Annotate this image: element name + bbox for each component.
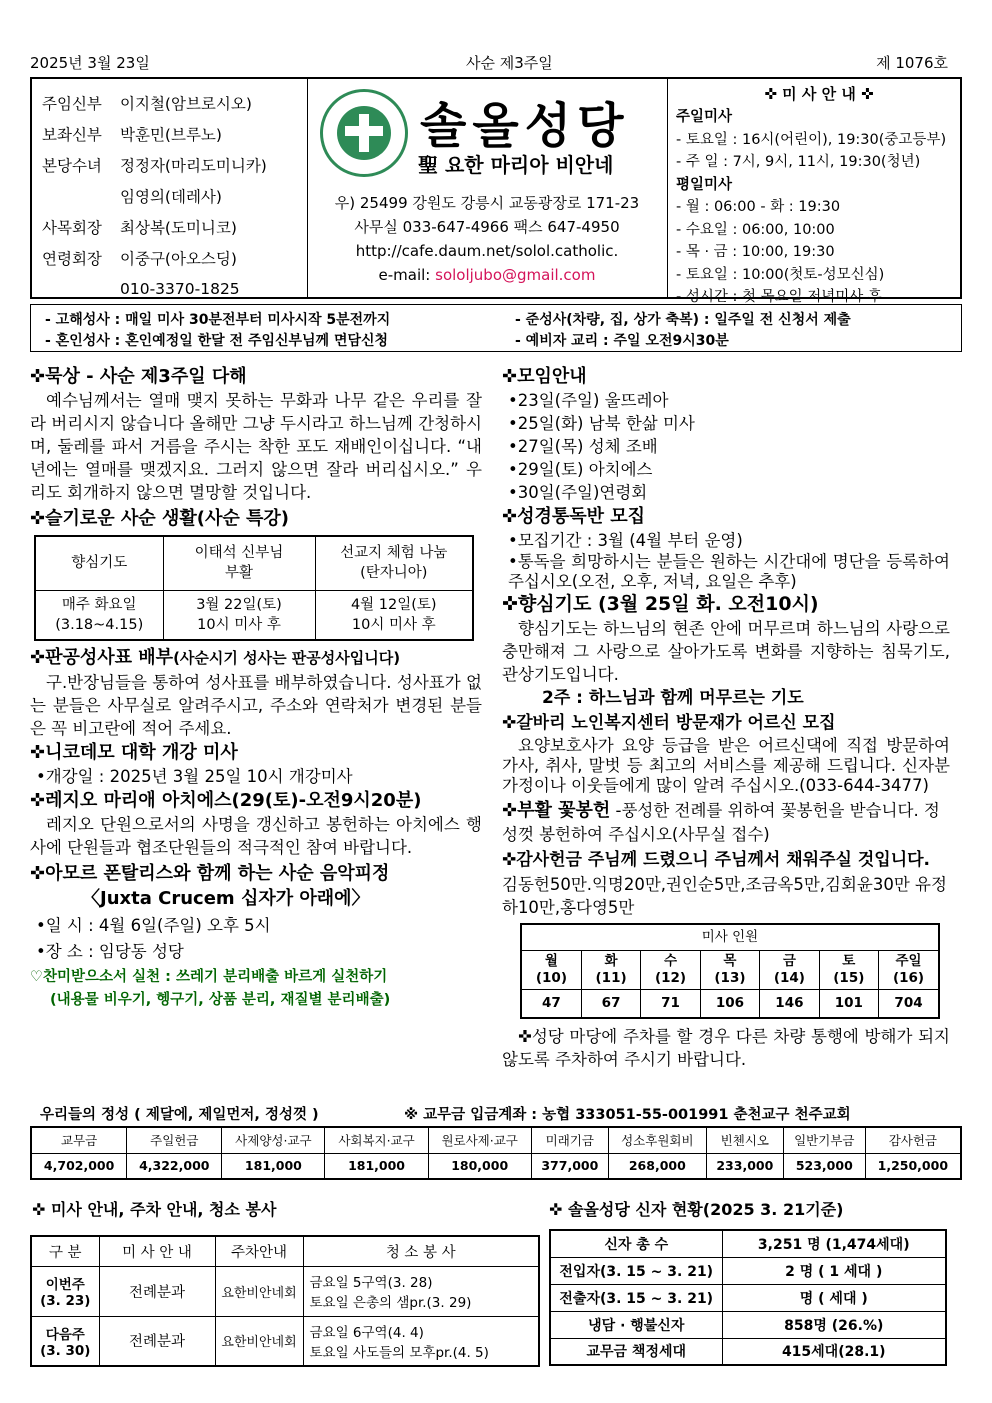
offering-category: 미래기금 (531, 1127, 608, 1153)
attendance-count: 71 (641, 990, 700, 1019)
attendance-table (520, 923, 940, 1019)
table-row: 신자 총 수 3,251 명 (1,474세대) (550, 1230, 946, 1257)
offering-amount: 181,000 (325, 1153, 428, 1179)
cross-icon (337, 106, 391, 160)
attendance-day: 금 (14) (760, 951, 819, 990)
meetings-title: ✜모임안내 (502, 366, 587, 387)
mass-line: - 목 · 금 : 10:00, 19:30 (676, 244, 835, 260)
nicodemus-item: •개강일 : 2025년 3월 25일 10시 개강미사 (36, 767, 353, 786)
mass-line: - 토요일 : 10:00(첫토-성모신심) (676, 266, 885, 283)
website-link[interactable]: http://cafe.daum.net/solol.catholic. (355, 242, 619, 260)
service-table (30, 1235, 540, 1367)
meditation-body: 예수님께서는 열매 맺지 못하는 무화과 나무 같은 우리를 잘라 버리시지 않습니다 올해만 그냥 두시라고 하느님께 간청하시며, 둘레를 파서 거름을 주시는 착한 포도 재배인이십니다. “내년에는 열매를 맺겠지요. 그러지 않으면 잘라 버리십시오.” 우리도 회개하지 않으면 멸망할 것입니다. (30, 391, 482, 502)
lent-table (34, 535, 474, 641)
attendance-day: 토 (15) (819, 951, 878, 990)
issue-date: 2025년 3월 23일 (30, 54, 150, 72)
mass-schedule (668, 79, 962, 305)
table-cell: 선교지 체험 나눔 (탄자니아) (315, 536, 473, 590)
phone: 사무실 033-647-4966 팩스 647-4950 (354, 218, 620, 236)
marriage-info: - 혼인성사 : 혼인예정일 한달 전 주임신부님께 면담신청 (45, 333, 389, 349)
mass-line: 주일미사 (676, 109, 733, 125)
table-row: 이번주 (3. 23) 전례분과 요한비안네회 금요일 5구역(3. 28) 토요일 은총의 샘pr.(3. 29) (31, 1266, 539, 1316)
offering-amount: 4,702,000 (31, 1153, 127, 1179)
attendance-day: 월 (10) (521, 951, 581, 990)
staff-list (32, 79, 308, 297)
staff-row: 본당수녀 정정자(마리도미니카) (42, 156, 267, 175)
table-header: 미 사 안 내 (99, 1236, 215, 1266)
offering-header (40, 1103, 970, 1124)
bible-register: •통독을 희망하시는 분들은 원하는 시간대에 명단을 등록하여 주십시오(오전, 오후, 저녁, 요일은 추후) (508, 552, 950, 591)
nicodemus-title: ✜니코데모 대학 개강 미사 (30, 742, 238, 763)
liturgical-sunday: 사순 제3주일 (466, 54, 553, 72)
legio-body: 레지오 단원으로서의 사명을 갱신하고 봉헌하는 아치에스 행사에 단원들과 협조단원들의 적극적인 참여 바랍니다. (30, 815, 482, 857)
mass-line: 평일미사 (676, 176, 733, 193)
table-header: 청 소 봉 사 (303, 1236, 539, 1266)
retreat-date: •일 시 : 4월 6일(주일) 오후 5시 (36, 916, 271, 935)
meeting-item: •25일(화) 남북 한삶 미사 (508, 414, 695, 433)
confession-info: - 고해성사 : 매일 미사 30분전부터 미사시작 5분전까지 (45, 312, 391, 328)
offering-amount: 233,000 (706, 1153, 783, 1179)
meeting-item: •27일(목) 성체 조배 (508, 437, 658, 456)
retreat-place: •장 소 : 임당동 성당 (36, 942, 184, 961)
attendance-day: 수 (12) (641, 951, 700, 990)
attendance-count: 101 (819, 990, 878, 1019)
meeting-item: •29일(토) 아치에스 (508, 460, 653, 479)
table-row: 전출자(3. 15 ~ 3. 21) 명 ( 세대 ) (550, 1284, 946, 1311)
judgement-body: 구.반장님들을 통하여 성사표를 배부하였습니다. 성사표가 없는 분들은 사무실로 알려주시고, 주소와 연락처가 변경된 분들은 꼭 비고란에 적어 주세요. (30, 673, 482, 738)
offering-category: 성소후원회비 (608, 1127, 706, 1153)
attendance-count: 146 (760, 990, 819, 1019)
mass-line: - 수요일 : 06:00, 10:00 (676, 221, 835, 238)
offering-account: ※ 교무금 입금계좌 : 농협 333051-55-001991 춘천교구 천주교회 (404, 1107, 851, 1123)
calvary-title: ✜갈바리 노인복지센터 방문재가 어르신 모집 (502, 713, 836, 733)
blessing-info: - 준성사(차량, 집, 상가 축복) : 일주일 전 신청서 제출 (515, 312, 851, 328)
centering-prayer-title: ✜향심기도 (3월 25일 화. 오전10시) (502, 593, 819, 615)
attendance-count: 704 (879, 990, 939, 1019)
offering-category: 원로사제·교구 (428, 1127, 531, 1153)
thanks-body: 김동헌50만.익명20만,권인순5만,조금옥5만,김회윤30만 유정하10만,홍다영5만 (502, 875, 947, 917)
attendance-count: 106 (700, 990, 759, 1019)
sacrament-info (30, 304, 962, 352)
laudato-si-detail: (내용물 비우기, 헹구기, 상품 분리, 재질별 분리배출) (50, 992, 391, 1008)
attendance-count: 67 (581, 990, 640, 1019)
meeting-item: •23일(주일) 울뜨레아 (508, 391, 669, 410)
table-cell: 3월 22일(토) 10시 미사 후 (163, 590, 315, 640)
issue-number: 제 1076호 (876, 54, 948, 72)
attendance-count: 47 (521, 990, 581, 1019)
offering-category: 감사헌금 (865, 1127, 961, 1153)
mass-schedule-title: ✜ 미 사 안 내 ✜ (764, 85, 874, 103)
table-cell: 향심기도 (35, 536, 163, 590)
offering-category: 주일헌금 (127, 1127, 222, 1153)
table-cell: 4월 12일(토) 10시 미사 후 (315, 590, 473, 640)
easter-flowers: ✜부활 꽃봉헌 -풍성한 전례를 위하여 꽃봉헌을 받습니다. 정성껏 봉헌하여 주십시오(사무실 접수) (502, 800, 940, 844)
offering-category: 일반기부금 (783, 1127, 865, 1153)
attendance-title: 미사 인원 (521, 924, 939, 951)
judgement-title: ✜판공성사표 배부(사순시기 성사는 판공성사입니다) (30, 647, 401, 668)
offering-amount: 181,000 (222, 1153, 325, 1179)
table-header: 구 분 (31, 1236, 99, 1266)
centering-prayer-body: 향심기도는 하느님의 현존 안에 머무르며 하느님의 사랑으로 충만해져 그 사랑으로 살아가도록 변화를 지향하는 침묵기도, 관상기도입니다. (502, 619, 950, 684)
bible-title: ✜성경통독반 모집 (502, 506, 646, 527)
attendance-day: 주일 (16) (879, 951, 939, 990)
mass-line: - 월 : 06:00 - 화 : 19:30 (676, 199, 841, 215)
right-column (502, 364, 950, 1071)
offering-table (30, 1126, 962, 1180)
staff-row: 임영의(데레사) (120, 187, 222, 206)
offering-title: 우리들의 정성 ( 제달에, 제일먼저, 정성껏 ) (40, 1107, 319, 1123)
offering-amount: 4,322,000 (127, 1153, 222, 1179)
top-line (30, 52, 962, 78)
mass-line: - 토요일 : 16시(어린이), 19:30(중고등부) (676, 131, 947, 148)
service-title: ✜ 미사 안내, 주차 안내, 청소 봉사 (32, 1200, 277, 1219)
mass-line: - 성시간 : 첫 목요일 저녁미사 후 (676, 289, 882, 305)
table-row: 냉담 · 행불신자 858명 (26.%) (550, 1311, 946, 1338)
email-line: e-mail: sololjubo@gmail.com (378, 266, 596, 284)
meditation-title: ✜묵상 - 사순 제3주일 다해 (30, 366, 247, 387)
offering-category: 사회복지·교구 (325, 1127, 428, 1153)
address: 우) 25499 강원도 강릉시 교동광장로 171-23 (334, 194, 640, 212)
left-column (30, 364, 482, 1012)
staff-row: 연령회장 이중구(아오스딩) (42, 249, 237, 268)
table-header: 주차안내 (215, 1236, 303, 1266)
thanks-title: ✜감사헌금 주님께 드렸으니 주님께서 채워주실 것입니다. (502, 850, 930, 870)
retreat-title: ✜아모르 폰탈리스와 함께 하는 사순 음악피정 (30, 863, 390, 884)
table-row: 교무금 책정세대 415세대(28.1) (550, 1338, 946, 1365)
laudato-si-practice: ♡찬미받으소서 실천 : 쓰레기 분리배출 바르게 실천하기 (30, 969, 388, 985)
church-identity (308, 79, 668, 297)
email-link[interactable]: sololjubo@gmail.com (435, 266, 596, 284)
legio-title: ✜레지오 마리애 아치에스(29(토)-오전9시20분) (30, 790, 422, 811)
bible-period: •모집기간 : 3월 (4월 부터 운영) (508, 531, 743, 550)
table-cell: 매주 화요일 (3.18~4.15) (35, 590, 163, 640)
church-patron: 聖 요한 마리아 비안네 (418, 153, 614, 177)
staff-row: 보좌신부 박훈민(브루노) (42, 125, 222, 144)
offering-category: 빈첸시오 (706, 1127, 783, 1153)
parking-notice: ✜성당 마당에 주차를 할 경우 다른 차량 통행에 방해가 되지 않도록 주차하여 주시기 바랍니다. (502, 1027, 950, 1069)
masthead (30, 77, 962, 305)
church-name: 솔올성당 (420, 98, 630, 154)
table-cell: 이태석 신부님 부활 (163, 536, 315, 590)
membership-table (549, 1229, 947, 1366)
prayer-week: 2주 : 하느님과 함께 머무르는 기도 (542, 688, 804, 708)
meeting-item: •30일(주일)연령회 (508, 483, 648, 502)
staff-row: 주임신부 이지철(암브로시오) (42, 94, 252, 113)
staff-row: 사목회장 최상복(도미니코) (42, 218, 237, 237)
attendance-day: 목 (13) (700, 951, 759, 990)
church-logo (320, 89, 408, 177)
staff-row: 010-3370-1825 (120, 279, 240, 298)
offering-amount: 523,000 (783, 1153, 865, 1179)
table-row: 다음주 (3. 30) 전례분과 요한비안네회 금요일 6구역(4. 4) 토요일 사도들의 모후pr.(4. 5) (31, 1316, 539, 1366)
offering-amount: 377,000 (531, 1153, 608, 1179)
retreat-subtitle: 〈Juxta Crucem 십자가 아래에〉 (82, 888, 370, 909)
offering-category: 교무금 (31, 1127, 127, 1153)
attendance-day: 화 (11) (581, 951, 640, 990)
table-row: 전입자(3. 15 ~ 3. 21) 2 명 ( 1 세대 ) (550, 1257, 946, 1284)
offering-amount: 1,250,000 (865, 1153, 961, 1179)
mass-line: - 주 일 : 7시, 9시, 11시, 19:30(청년) (676, 154, 921, 170)
offering-amount: 268,000 (608, 1153, 706, 1179)
offering-amount: 180,000 (428, 1153, 531, 1179)
stats-title: ✜ 솔올성당 신자 현황(2025 3. 21기준) (549, 1200, 844, 1219)
church-contact (308, 191, 666, 287)
calvary-body: 요양보호사가 요양 등급을 받은 어르신댁에 직접 방문하여 가사, 취사, 말벗 등 최고의 서비스를 제공해 드립니다. 신자분 가정이나 이웃들에게 많이 알려 주십시오.(033-644-3477) (502, 736, 950, 795)
catechism-info: - 예비자 교리 : 주일 오전9시30분 (515, 333, 729, 349)
offering-category: 사제양성·교구 (222, 1127, 325, 1153)
lent-title: ✜슬기로운 사순 생활(사순 특강) (30, 508, 289, 529)
